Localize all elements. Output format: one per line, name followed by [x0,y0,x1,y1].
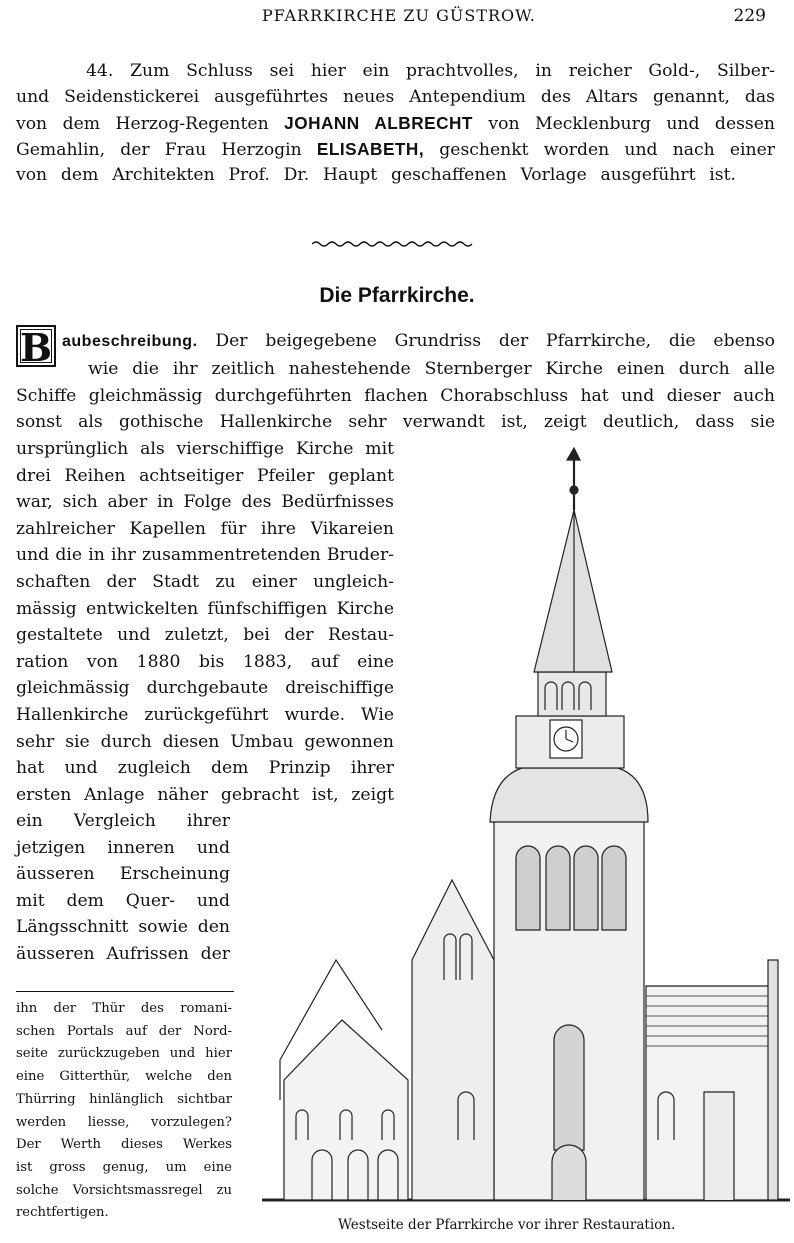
text-line: mässig entwickelten fünfschiffigen Kirche [16,598,394,619]
text-line: und die in ihr zusammentretenden Bruder- [16,545,394,566]
footnote-line: Thürring hinlänglich sichtbar [16,1091,232,1107]
text-line: drei Reihen achtseitiger Pfeiler geplant [16,465,394,486]
footnote-line: werden liesse, vorzulegen? [16,1114,232,1130]
footnote-line: Der Werth dieses Werkes [16,1137,232,1153]
para44-line: von dem Architekten Prof. Dr. Haupt geschaffenen Vorlage ausgeführt ist. [16,165,736,185]
para44-line [16,136,775,164]
name-johann-albrecht: JOHANN ALBRECHT [284,113,473,133]
lead-word: aubeschreibung. [62,333,198,350]
text-line: gestaltete und zuletzt, bei der Restau- [16,625,394,646]
footnote-line: solche Vorsichtsmassregel zu [16,1182,232,1198]
text-line: sehr sie durch diesen Umbau gewonnen [16,731,394,752]
page-number: 229 [733,6,766,26]
church-facade-drawing [262,440,792,1212]
text-line: gleichmässig durchgebaute dreischiffige [16,678,394,699]
section-title: Die Pfarrkirche. [319,284,475,307]
para44-text: geschenkt worden und nach einer [439,140,775,160]
footnote-line: eine Gitterthür, welche den [16,1069,232,1085]
text-line: jetzigen inneren und [16,837,230,858]
footnote-rule [16,991,234,992]
running-title: PFARRKIRCHE ZU GÜSTROW. [262,6,536,25]
running-header [0,6,794,28]
main-line: Schiffe gleichmässig durchgeführten flachen Chorabschluss hat und dieser auch [16,386,775,406]
para44-line: und Seidenstickerei ausgeführtes neues Antependium des Altars genannt, das [16,87,775,107]
figure-caption: Westseite der Pfarrkirche vor ihrer Restauration. [338,1217,676,1233]
para44-line: 44. Zum Schluss sei hier ein prachtvolles, in reicher Gold-, Silber- [86,61,775,81]
text-line: war, sich aber in Folge des Bedürfnisses [16,492,394,513]
text-line: ration von 1880 bis 1883, auf eine [16,651,394,672]
main-text: Der beigegebene Grundriss der Pfarrkirche, die ebenso [215,331,776,351]
footnote-line: ihn der Thür des romani- [16,1001,232,1016]
text-line: zahlreicher Kapellen für ihre Vikareien [16,518,394,539]
text-line: ursprünglich als vierschiffige Kirche mit [16,439,394,459]
text-line: äusseren Aufrissen der [16,944,230,964]
para44-text: von dem Herzog-Regenten [16,114,269,134]
wavy-divider [312,238,477,250]
text-line: schaften der Stadt zu einer ungleich- [16,572,394,592]
para44-text: Gemahlin, der Frau Herzogin [16,140,302,160]
name-elisabeth: ELISABETH, [316,139,425,159]
main-line [62,328,775,356]
para44-line [16,110,775,138]
text-line: mit dem Quer- und [16,890,230,911]
text-line: hat und zugleich dem Prinzip ihrer [16,758,394,779]
footnote-line: seite zurückzugeben und hier [16,1046,232,1062]
text-line: ersten Anlage näher gebracht ist, zeigt [16,784,394,805]
text-line: Längsschnitt sowie den [16,917,230,938]
text-line: ein Vergleich ihrer [16,811,230,831]
main-line: wie die ihr zeitlich nahestehende Sternberger Kirche einen durch alle [88,359,775,379]
para44-text: von Mecklenburg und dessen [488,114,775,134]
text-line: äusseren Erscheinung [16,864,230,885]
text-line: Hallenkirche zurückgeführt wurde. Wie [16,705,394,725]
footnote-line: rechtfertigen. [16,1205,109,1221]
footnote-line: schen Portals auf der Nord- [16,1023,232,1039]
footnote-line: ist gross genug, um eine [16,1159,232,1175]
decorated-initial: B [16,325,56,367]
main-line: sonst als gothische Hallenkirche sehr verwandt ist, zeigt deutlich, dass sie [16,412,775,432]
